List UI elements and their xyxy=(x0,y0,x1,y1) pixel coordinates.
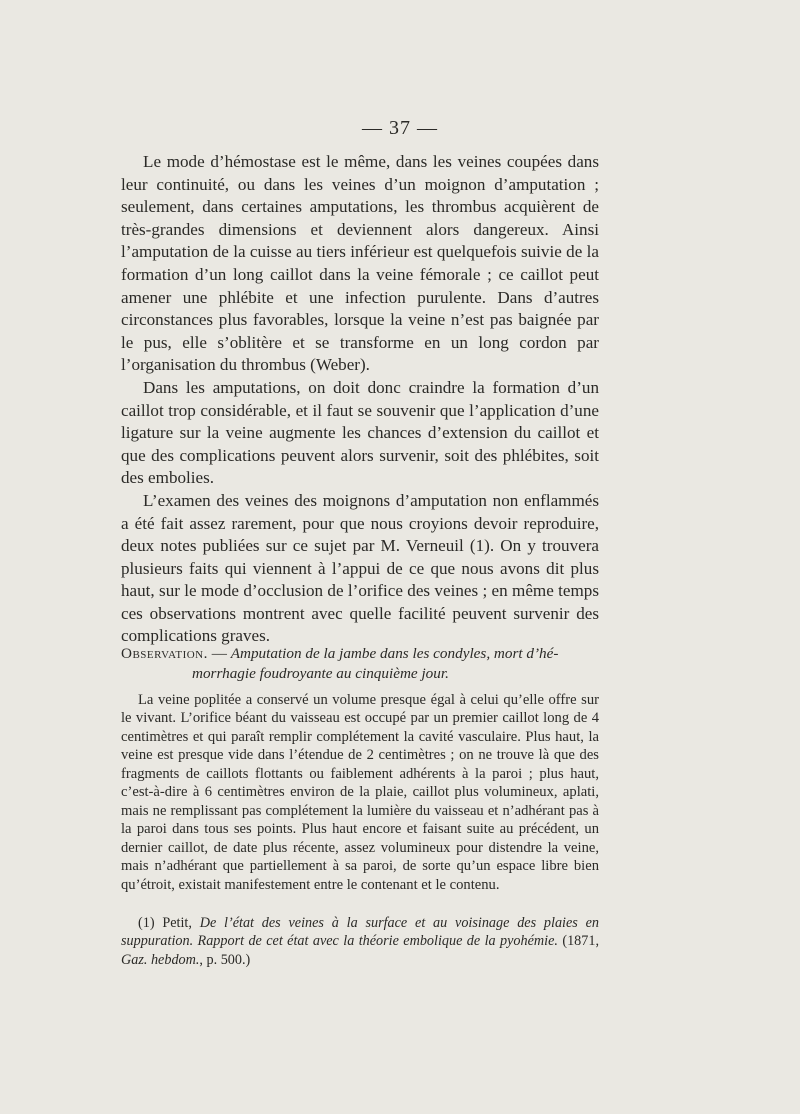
observation-label: Observation. xyxy=(121,645,208,662)
paragraph-amputations: Dans les amputations, on doit donc craindre la formation d’un caillot trop considérable, et il faut se souvenir que l’application d’une ligature sur la veine augmente les chances d’extension du caillot et que des complications peuvent alors survenir, soit des phlébites, soit des embolies. xyxy=(121,377,599,488)
paragraph-examen: L’examen des veines des moignons d’amputation non enflammés a été fait assez rarement, pour que nous croyions devoir reproduire, deux notes publiées sur ce sujet par M. Verneuil (1). On y trouvera plusieurs faits qui viennent à l’appui de ce que nous avons dit plus haut, sur le mode d’occlusion de l’orifice des veines ; en même temps ces observations montrent avec quelle facilité peuvent survenir des complications graves. xyxy=(121,490,599,646)
observation-dash: — xyxy=(207,645,231,662)
observation-heading xyxy=(121,644,599,684)
footnote-year: (1871, xyxy=(557,933,599,950)
observation-body xyxy=(121,691,599,894)
footnote xyxy=(121,914,599,969)
footnote-title: De l’état des veines à la surface et au voisinage des plaies en suppuration. Rapport de cet état avec la théorie embolique de la pyohémie. xyxy=(121,915,599,950)
footnote-page: , p. 500.) xyxy=(199,951,251,968)
observation-text: La veine poplitée a conservé un volume presque égal à celui qu’elle offre sur le vivant. L’orifice béant du vaisseau est occupé par un premier caillot long de 4 centimètres et qui paraît remplir complétement la cavité vasculaire. Plus haut, la veine est presque vide dans l’étendue de 2 centimètres ; on ne trouve là que des fragments de caillots flottants ou faiblement adhérents à la paroi ; plus haut, c’est-à-dire à 6 centimètres environ de la plaie, caillot plus volumineux, aplati, mais ne remplissant pas complétement la lumière du vaisseau et n’adhérant pas à la paroi dans tous ses points. Plus haut encore et faisant suite au précédent, un dernier caillot, de date plus récente, assez volumineux pour distendre la veine, mais n’adhérant que partiellement à sa paroi, de sorte qu’un espace libre bien qu’étroit, existait manifestement entre le contenant et le contenu. xyxy=(121,692,599,893)
paragraph-hemostase: Le mode d’hémostase est le même, dans les veines coupées dans leur continuité, ou dans les veines d’un moignon d’amputation ; seulement, dans certaines amputations, les thrombus acquièrent de très-grandes dimensions et deviennent alors dangereux. Ainsi l’amputation de la cuisse au tiers inférieur est quelquefois suivie de la formation d’un long caillot dans la veine fémorale ; ce caillot peut amener une phlébite et une infection purulente. Dans d’autres circonstances plus favorables, lorsque la veine n’est pas baignée par le pus, elle s’oblitère et se transforme en un long cordon par l’organisation du thrombus (Weber). xyxy=(121,152,599,375)
footnote-ref: (1) Petit, xyxy=(138,915,192,931)
main-text xyxy=(121,151,599,648)
footnote-journal: Gaz. hebdom. xyxy=(121,951,200,968)
observation-title-line1: Amputation de la jambe dans les condyles, mort d’hé- xyxy=(230,645,559,662)
observation-title-line2: morrhagie foudroyante au cinquième jour. xyxy=(192,664,449,682)
page-number: — 37 — xyxy=(362,117,438,139)
